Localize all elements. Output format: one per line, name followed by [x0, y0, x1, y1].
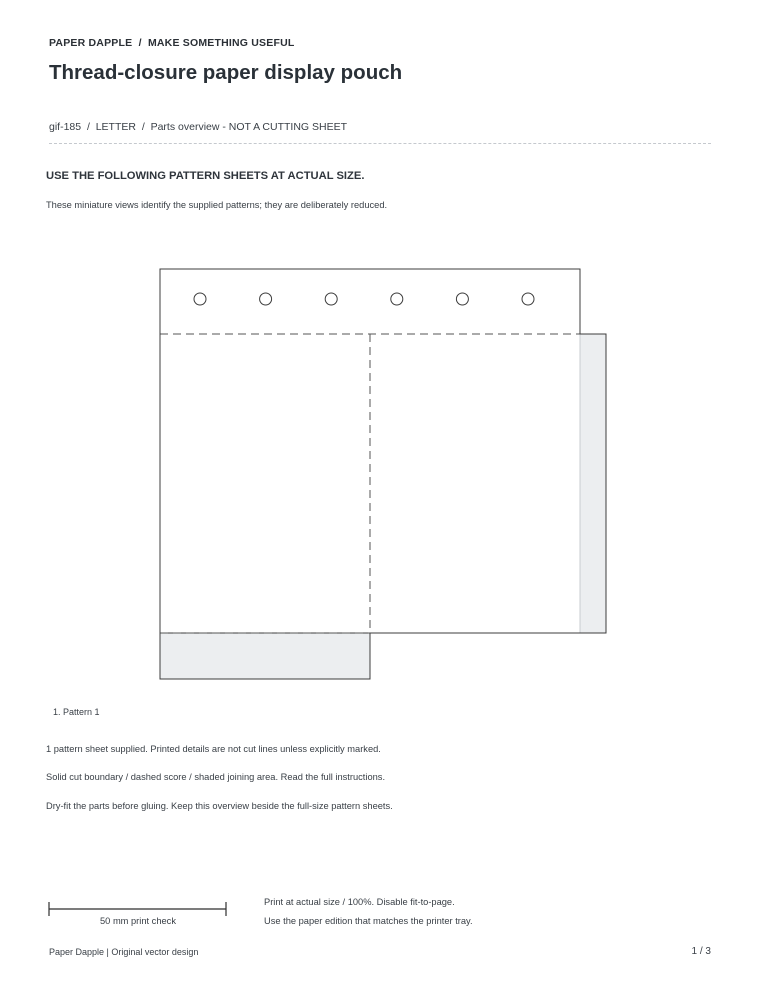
thread-hole: [194, 293, 206, 305]
brand-separator: /: [138, 37, 142, 49]
thread-hole: [325, 293, 337, 305]
print-note-2: Use the paper edition that matches the printer tray.: [264, 916, 473, 926]
pattern-caption: 1. Pattern 1: [53, 707, 100, 717]
brand-tagline: MAKE SOMETHING USEFUL: [147, 37, 295, 49]
meta-paper: LETTER: [95, 121, 136, 133]
body-line-1: 1 pattern sheet supplied. Printed details are not cut lines unless explicitly marked.: [46, 744, 381, 754]
body-line-3: Dry-fit the parts before gluing. Keep this overview beside the full-size pattern sheets.: [46, 801, 393, 811]
thread-holes: [194, 293, 534, 305]
meta-separator: /: [141, 121, 145, 133]
thread-hole: [260, 293, 272, 305]
page-number: 1 / 3: [691, 946, 711, 957]
meta-separator: /: [86, 121, 90, 133]
thread-hole: [522, 293, 534, 305]
side-glue-tab: [580, 334, 606, 633]
bottom-glue-tab: [160, 633, 370, 679]
page-title: Thread-closure paper display pouch: [49, 61, 403, 84]
scale-check-label: 50 mm print check: [100, 916, 176, 926]
thread-hole: [456, 293, 468, 305]
instruction-note: These miniature views identify the supplied patterns; they are deliberately reduced.: [46, 200, 388, 210]
cut-outline: [160, 269, 606, 679]
meta-code: gif-185: [49, 121, 82, 133]
instruction-heading: USE THE FOLLOWING PATTERN SHEETS AT ACTUAL SIZE.: [46, 170, 365, 182]
thread-hole: [391, 293, 403, 305]
brand-name: PAPER DAPPLE: [49, 37, 133, 49]
meta-description: Parts overview - NOT A CUTTING SHEET: [150, 121, 348, 133]
print-note-1: Print at actual size / 100%. Disable fit-to-page.: [264, 897, 455, 907]
body-line-2: Solid cut boundary / dashed score / shaded joining area. Read the full instructions.: [46, 772, 386, 782]
footer-credit: Paper Dapple | Original vector design: [49, 947, 199, 957]
